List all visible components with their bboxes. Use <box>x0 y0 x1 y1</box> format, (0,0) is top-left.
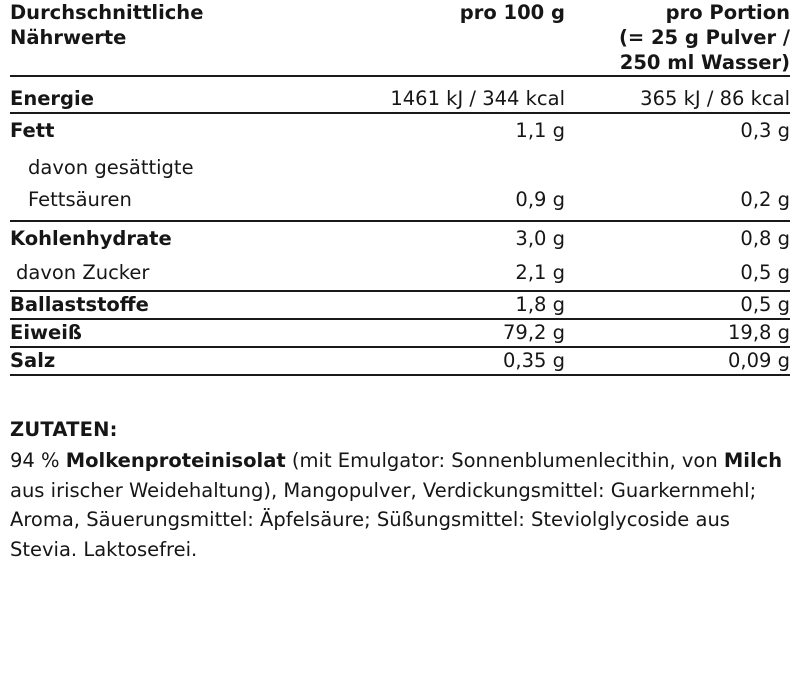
row-value-per-100g: 3,0 g <box>515 227 565 250</box>
row-value-per-100g: 1461 kJ / 344 kcal <box>390 87 565 110</box>
row-label: davon Zucker <box>16 261 150 284</box>
row-value-per-portion: 19,8 g <box>728 321 790 344</box>
table-row <box>10 77 790 112</box>
row-value-per-portion: 0,09 g <box>728 349 790 372</box>
header-label-line2: Nährwerte <box>10 26 127 49</box>
header-cell-per-portion <box>565 0 790 75</box>
row-value-per-100g: 0,35 g <box>503 349 565 372</box>
table-row <box>10 348 790 374</box>
row-label: Ballaststoffe <box>10 293 149 316</box>
table-divider <box>10 374 790 376</box>
ingredients-text-part3: aus irischer Weidehaltung), Mangopulver, Verdickungsmittel: Guarkernmehl; Aroma, Säuerungsmittel: Äpfelsäure; Süßungsmittel: Steviolglycoside aus Stevia. Laktosefrei. <box>10 478 757 561</box>
table-row <box>10 292 790 318</box>
row-value-per-portion: 0,5 g <box>740 293 790 316</box>
row-label-line1: davon gesättigte <box>28 156 194 179</box>
ingredients-highlight-milk: Milch <box>723 449 783 472</box>
row-value-per-100g: 79,2 g <box>503 321 565 344</box>
ingredients-section <box>10 416 790 564</box>
row-value-per-portion: 0,8 g <box>740 227 790 250</box>
table-row <box>10 148 790 220</box>
ingredients-title: ZUTATEN: <box>10 418 118 441</box>
header-cell-label <box>10 0 350 75</box>
header-per-portion-line1: pro Portion <box>665 1 790 24</box>
table-row <box>10 256 790 290</box>
row-value-per-100g: 2,1 g <box>515 261 565 284</box>
ingredients-text <box>10 446 790 564</box>
row-value-per-portion: 0,5 g <box>740 261 790 284</box>
row-value-per-portion: 0,3 g <box>740 119 790 142</box>
row-value-per-100g: 1,1 g <box>515 119 565 142</box>
table-row <box>10 222 790 256</box>
row-label: Energie <box>10 87 94 110</box>
row-label: Kohlenhydrate <box>10 227 172 250</box>
header-per-portion-line3: 250 ml Wasser) <box>619 51 790 74</box>
table-row <box>10 320 790 346</box>
divider-line <box>10 374 790 376</box>
row-value-per-100g: 0,9 g <box>515 188 565 211</box>
table-header-row <box>10 0 790 75</box>
row-value-per-portion: 0,2 g <box>740 188 790 211</box>
header-per-100g-label: pro 100 g <box>459 1 565 24</box>
row-label-line2: Fettsäuren <box>28 188 132 211</box>
row-label: Eiweiß <box>10 321 82 344</box>
row-value-per-100g: 1,8 g <box>515 293 565 316</box>
row-label <box>10 148 350 220</box>
header-per-portion-line2: (= 25 g Pulver / <box>618 26 790 49</box>
nutrition-table <box>10 0 790 376</box>
header-cell-per-100g <box>350 0 565 75</box>
row-value-per-portion: 365 kJ / 86 kcal <box>640 87 790 110</box>
table-row <box>10 114 790 148</box>
ingredients-text-part1: 94 % <box>10 449 66 472</box>
row-label: Fett <box>10 119 55 142</box>
ingredients-text-part2: (mit Emulgator: Sonnenblumenlecithin, von <box>285 449 724 472</box>
row-label: Salz <box>10 349 56 372</box>
header-label-line1: Durchschnittliche <box>10 1 204 24</box>
ingredients-highlight-protein: Molkenproteinisolat <box>65 449 286 472</box>
